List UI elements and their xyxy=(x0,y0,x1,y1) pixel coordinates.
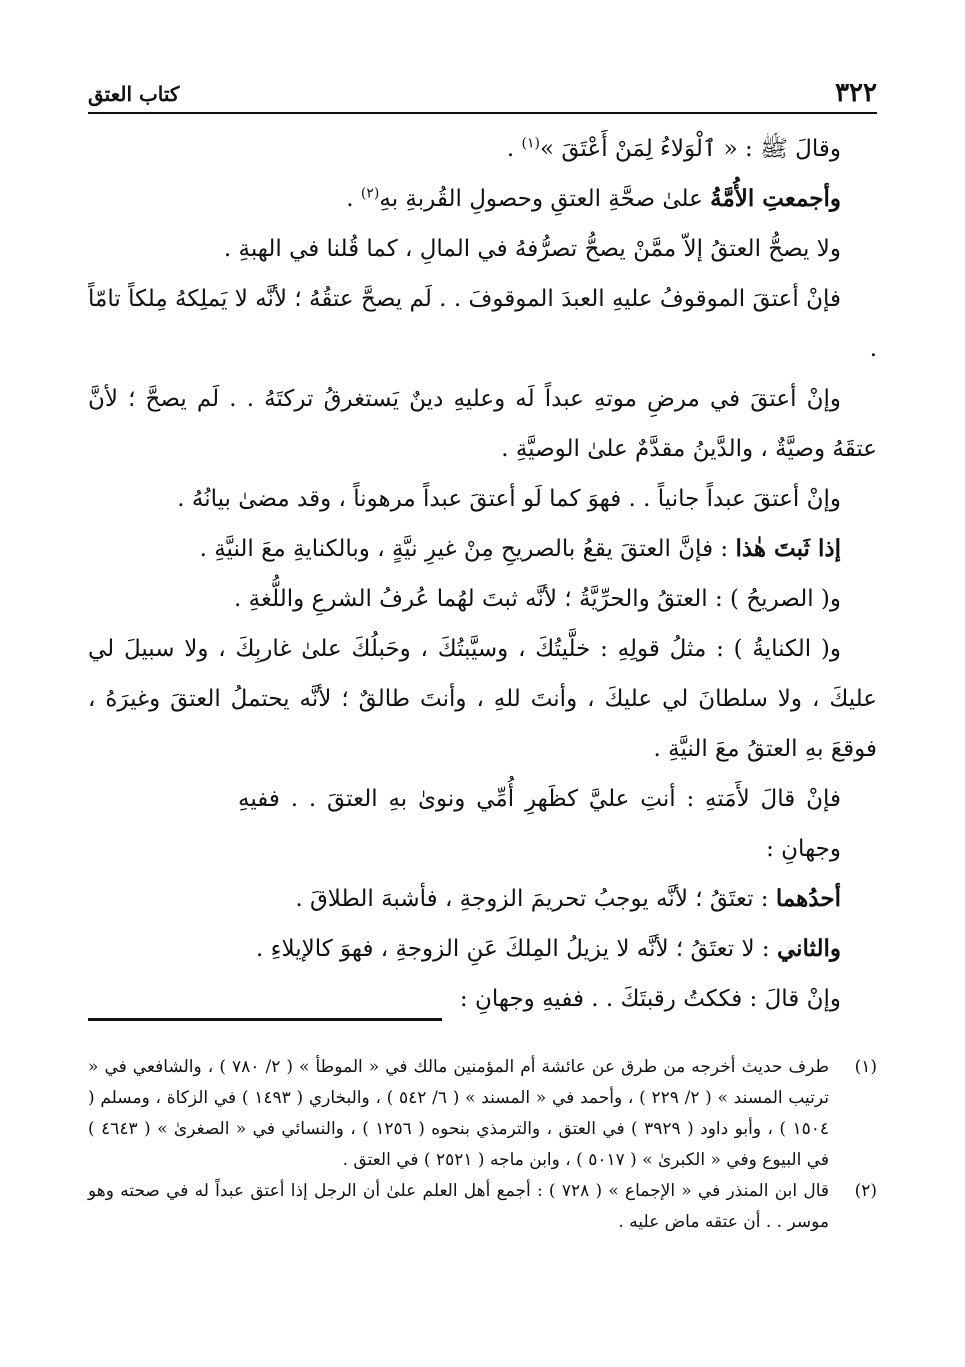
paragraph-text: وإنْ قالَ : فككتُ رقبتَكَ . . ففيهِ وجهانِ : xyxy=(459,986,841,1012)
main-text xyxy=(88,124,877,1024)
paragraph-3 xyxy=(88,224,877,274)
paragraph-2 xyxy=(88,174,877,224)
paragraph-5 xyxy=(88,374,877,474)
paragraph-text: وقالَ ﷺ : « ٱلْوَلاءُ لِمَنْ أَعْتَقَ » xyxy=(539,136,841,162)
paragraph-text: فإنْ قالَ لأَمَتهِ : أنتِ عليَّ كظَهرِ أُمِّي ونوىٰ بهِ العتقَ . . ففيهِ وجهانِ : xyxy=(238,786,841,862)
paragraph-text: ولا يصحُّ العتقُ إلاّ ممَّنْ يصحُّ تصرُّفهُ في المالِ ، كما قُلنا في الهبةِ . xyxy=(223,236,841,262)
paragraph-10 xyxy=(88,774,877,874)
paragraph-text: و( الصريحُ ) : العتقُ والحرِّيَّةُ ؛ لأنَّه ثبتَ لهُما عُرفُ الشرعِ واللُّغةِ . xyxy=(234,586,841,612)
paragraph-1 xyxy=(88,124,877,174)
paragraph-tail: . xyxy=(346,186,361,212)
paragraph-lead: والثاني xyxy=(776,935,841,962)
paragraph-lead: أحدُهما xyxy=(775,885,841,912)
footnote-number: (١) xyxy=(854,1057,877,1077)
paragraph-text: وإنْ أعتقَ عبداً جانياً . . فهوَ كما لَو أعتقَ عبداً مرهوناً ، وقد مضىٰ بيانُهُ . xyxy=(177,486,841,512)
paragraph-12 xyxy=(88,924,877,974)
paragraph-13 xyxy=(88,974,877,1024)
paragraph-text: : تعتَقُ ؛ لأنَّه يوجبُ تحريمَ الزوجةِ ، فأشبهَ الطلاقَ . xyxy=(295,886,776,912)
footnote-text: طرف حديث أخرجه من طرق عن عائشة أم المؤمنين مالك في « الموطأ » ( ٢/ ٧٨٠ ) ، والشافعي في « ترتيب المسند » ( ٢/ ٢٢٩ ) ، وأحمد في « المسند » ( ٦/ ٥٤٢ ) ، والبخاري ( ١٤٩٣ ) في الزكاة ، ومسلم ( ١٥٠٤ ) ، وأبو داود ( ٣٩٢٩ ) في العتق ، والترمذي بنحوه ( ١٢٥٦ ) ، والنسائي في « الصغرىٰ » ( ٤٦٤٣ ) في البيوع وفي « الكبرىٰ » ( ٥٠١٧ ) ، وابن ماجه ( ٢٥٢١ ) في العتق . xyxy=(88,1057,829,1170)
paragraph-lead: وأجمعتِ الأُمَّةُ xyxy=(710,185,841,212)
footnote-number: (٢) xyxy=(854,1181,877,1201)
paragraph-9 xyxy=(88,624,877,774)
paragraph-11 xyxy=(88,874,877,924)
page-number: ٣٢٢ xyxy=(835,78,877,108)
footnote-divider xyxy=(88,1018,442,1021)
paragraph-text: : فإنَّ العتقَ يقعُ بالصريحِ مِنْ غيرِ نيَّةٍ ، وبالكنايةِ معَ النيَّةِ . xyxy=(199,536,736,562)
paragraph-text: علىٰ صحَّةِ العتقِ وحصولِ القُربةِ بهِ xyxy=(379,186,711,212)
paragraph-text: و( الكنايةُ ) : مثلُ قولِهِ : خلَّيتُكَ ، وسيَّبتُكَ ، وحَبلُكَ علىٰ غاربِكَ ، ولا سبيلَ لي عليكَ ، ولا سلطانَ لي عليكَ ، وأنتَ للهِ ، وأنتَ طالقٌ ؛ لأنَّه يحتملُ العتقَ وغيرَهُ ، فوقعَ بهِ العتقُ معَ النيَّةِ . xyxy=(88,636,877,762)
paragraph-4 xyxy=(88,274,877,374)
footnote-ref[interactable]: (١) xyxy=(521,135,540,152)
paragraph-7 xyxy=(88,524,877,574)
footnote-2 xyxy=(88,1176,877,1238)
footnote-ref[interactable]: (٢) xyxy=(360,185,380,202)
paragraph-text: : لا تعتَقُ ؛ لأنَّه لا يزيلُ المِلكَ عَنِ الزوجةِ ، فهوَ كالإيلاءِ . xyxy=(256,936,777,962)
paragraph-6 xyxy=(88,474,877,524)
paragraph-8 xyxy=(88,574,877,624)
footnote-text: قال ابن المنذر في « الإجماع » ( ٧٢٨ ) : أجمع أهل العلم علىٰ أن الرجل إذا أعتق عبداً له في صحته وهو موسر . . أن عتقه ماض عليه . xyxy=(88,1181,829,1232)
footnotes xyxy=(88,1052,877,1238)
page-header xyxy=(88,74,877,114)
paragraph-tail: . xyxy=(506,136,522,162)
paragraph-lead: إذا ثَبتَ هٰذا xyxy=(735,535,841,562)
paragraph-text: وإنْ أعتقَ في مرضِ موتهِ عبداً لَه وعليهِ دينٌ يَستغرقُ تركتَهُ . . لَم يصحَّ ؛ لأنَّ عتقَهُ وصيَّةٌ ، والدَّينُ مقدَّمٌ علىٰ الوصيَّةِ . xyxy=(88,386,877,462)
paragraph-text: فإنْ أعتقَ الموقوفُ عليهِ العبدَ الموقوفَ . . لَم يصحَّ عتقُهُ ؛ لأنَّه لا يَملِكهُ مِلكاً تامّاً . xyxy=(88,286,877,362)
footnote-1 xyxy=(88,1052,877,1176)
running-title: كتاب العتق xyxy=(88,82,180,106)
